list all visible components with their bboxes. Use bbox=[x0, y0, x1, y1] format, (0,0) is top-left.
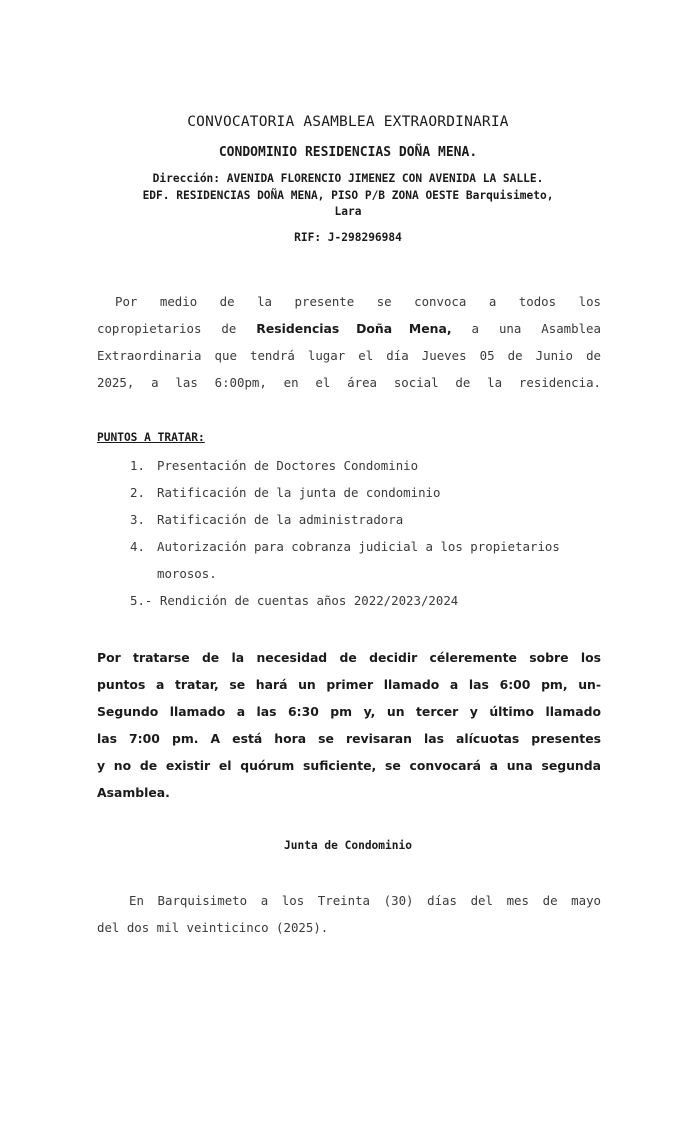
notice-line-6: Asamblea. bbox=[97, 785, 170, 800]
intro-line-2 bbox=[97, 315, 601, 342]
intro-line-3: Extraordinaria que tendrá lugar el día Jueves 05 de Junio de bbox=[97, 348, 601, 363]
notice-line-2: puntos a tratar, se hará un primer llamado a las 6:00 pm, un- bbox=[97, 677, 601, 692]
list-item bbox=[130, 587, 560, 614]
list-number: 2. bbox=[130, 485, 145, 500]
document-title: CONVOCATORIA ASAMBLEA EXTRAORDINARIA bbox=[187, 114, 509, 130]
list-item-continuation bbox=[130, 560, 560, 587]
list-text: Autorización para cobranza judicial a los propietarios bbox=[157, 539, 560, 554]
closing-line-2: del dos mil veinticinco (2025). bbox=[97, 920, 329, 935]
list-item bbox=[130, 452, 560, 479]
intro-line-2-post: a una Asamblea bbox=[471, 321, 601, 336]
notice-line-1: Por tratarse de la necesidad de decidir céleremente sobre los bbox=[97, 650, 601, 665]
address-line-1: Dirección: AVENIDA FLORENCIO JIMENEZ CON AVENIDA LA SALLE. bbox=[152, 172, 544, 185]
address-block bbox=[90, 171, 606, 221]
notice-line-3: Segundo llamado a las 6:30 pm y, un tercer y último llamado bbox=[97, 704, 601, 719]
residence-name: Residencias Doña Mena, bbox=[256, 321, 452, 336]
list-text: Ratificación de la administradora bbox=[157, 512, 404, 527]
list-text: Rendición de cuentas años 2022/2023/2024 bbox=[159, 593, 459, 608]
list-number: 3. bbox=[130, 512, 145, 527]
notice-line-4: las 7:00 pm. A está hora se revisaran las alícuotas presentes bbox=[97, 731, 601, 746]
document-subtitle: CONDOMINIO RESIDENCIAS DOÑA MENA. bbox=[218, 145, 478, 160]
closing-line-1: En Barquisimeto a los Treinta (30) días del mes de mayo bbox=[129, 893, 601, 908]
list-text: morosos. bbox=[157, 566, 217, 581]
list-item bbox=[130, 533, 560, 560]
address-line-2: EDF. RESIDENCIAS DOÑA MENA, PISO P/B ZONA OESTE Barquisimeto, bbox=[142, 188, 554, 202]
intro-line-1: Por medio de la presente se convoca a todos los bbox=[115, 294, 601, 309]
list-text: Ratificación de la junta de condominio bbox=[157, 485, 441, 500]
rif-number: RIF: J-298296984 bbox=[294, 231, 402, 244]
list-item bbox=[130, 479, 560, 506]
list-number: 4. bbox=[130, 539, 145, 554]
intro-line-2-pre: copropietarios de bbox=[97, 321, 237, 336]
notice-line-5: y no de existir el quórum suficiente, se convocará a una segunda bbox=[97, 758, 601, 773]
closing-paragraph bbox=[97, 887, 601, 941]
signature-label: Junta de Condominio bbox=[284, 839, 412, 852]
points-list bbox=[130, 452, 560, 614]
points-heading: PUNTOS A TRATAR: bbox=[97, 431, 205, 444]
notice-paragraph bbox=[97, 644, 601, 806]
address-line-3: Lara bbox=[334, 205, 362, 218]
list-text: Presentación de Doctores Condominio bbox=[157, 458, 419, 473]
list-number: 1. bbox=[130, 458, 145, 473]
intro-paragraph bbox=[97, 288, 601, 396]
list-item bbox=[130, 506, 560, 533]
list-number: 5.- bbox=[130, 593, 153, 608]
intro-line-4: 2025, a las 6:00pm, en el área social de la residencia. bbox=[97, 375, 601, 390]
